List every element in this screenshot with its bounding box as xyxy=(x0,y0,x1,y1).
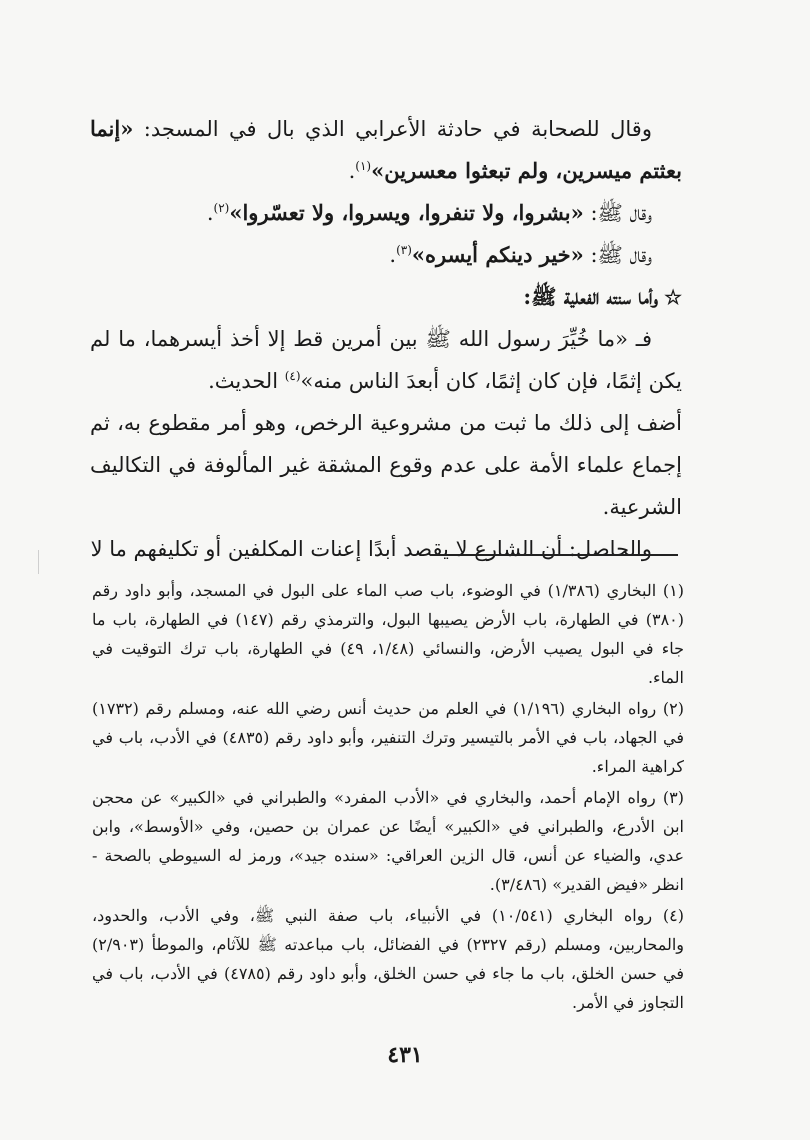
star-icon: ☆ xyxy=(664,285,682,309)
footnote-ref-2: (٢) xyxy=(213,201,230,215)
paragraph-hadith-4-end: الحديث. xyxy=(208,369,285,393)
footnote-2: (٢) رواه البخاري (١/١٩٦) في العلم من حديث أنس رضي الله عنه، ومسلم رقم (١٧٣٢) في الجهاد، باب في الأمر بالتيسير وترك التنفير، وأبو داود رقم (٤٨٣٥) في الأدب، باب في كراهية المراء. xyxy=(92,699,685,776)
footnotes xyxy=(92,576,684,1019)
footnote-separator xyxy=(430,554,678,556)
hadith-quote-2: «بشروا، ولا تنفروا، ويسروا، ولا تعسّروا» xyxy=(229,200,584,225)
period: . xyxy=(206,201,214,225)
footnote-ref-4: (٤) xyxy=(284,369,301,383)
paragraph-hadith-3-intro: وقال ﷺ: xyxy=(583,243,652,267)
paragraph-conclusion: والحاصل: أن الشارع لا يقصد أبدًا إعنات المكلفين أو تكليفهم ما لا xyxy=(90,537,652,561)
paragraph-hadith-3 xyxy=(90,234,682,276)
period: . xyxy=(389,243,397,267)
period: . xyxy=(348,159,356,183)
section-heading-text: وأما سنته الفعلية ﷺ: xyxy=(523,284,659,309)
footnote-4: (٤) رواه البخاري (١٠/٥٤١) في الأنبياء، باب صفة النبي ﷺ، وفي الأدب، والحدود، والمحاربين، ومسلم (رقم ٢٣٢٧) في الفضائل، باب مباعدته ﷺ للآثام، والموطأ (٢/٩٠٣) في حسن الخلق، باب ما جاء في حسن الخلق، وأبو داود رقم (٤٧٨٥) في الأدب، باب في التجاوز في الأمر. xyxy=(92,906,685,1012)
page-number: ٤٣١ xyxy=(387,1042,423,1068)
paragraph-hadith-1 xyxy=(90,108,682,192)
section-heading xyxy=(90,276,682,318)
paragraph-hadith-2-intro: وقال ﷺ: xyxy=(583,201,652,225)
hadith-quote-3: «خير دينكم أيسره» xyxy=(411,242,584,267)
paragraph-hadith-4 xyxy=(90,318,682,402)
hadith-quote-1: «إنما بعثتم ميسرين، ولم تبعثوا معسرين» xyxy=(90,116,682,183)
paragraph-hadith-1-intro: وقال للصحابة في حادثة الأعرابي الذي بال في المسجد: xyxy=(133,117,652,141)
main-text xyxy=(90,108,682,570)
paragraph-rukhas: أضف إلى ذلك ما ثبت من مشروعية الرخص، وهو أمر مقطوع به، ثم إجماع علماء الأمة على عدم وقوع المشقة غير المألوفة في التكاليف الشرعية. xyxy=(90,411,682,519)
footnote-1: (١) البخاري (١/٣٨٦) في الوضوء، باب صب الماء على البول في المسجد، وأبو داود رقم (٣٨٠) في الطهارة، باب الأرض يصيبها البول، والترمذي رقم (١٤٧) في الطهارة، باب ما جاء في البول يصيب الأرض، والنسائي (١/٤٨، ٤٩) في الطهارة، باب ترك التوقيت في الماء. xyxy=(92,581,685,687)
paragraph-hadith-2 xyxy=(90,192,682,234)
margin-mark xyxy=(38,550,39,574)
footnote-3: (٣) رواه الإمام أحمد، والبخاري في «الأدب المفرد» والطبراني في «الكبير» عن محجن ابن الأدرع، والطبراني في «الكبير» أيضًا عن عمران بن حصين، وفي «الأوسط»، وابن عدي، والضياء عن أنس، قال الزين العراقي: «سنده جيد»، ورمز له السيوطي بالصحة - انظر «فيض القدير» (٣/٤٨٦). xyxy=(92,788,684,894)
footnote-ref-3: (٣) xyxy=(396,243,412,257)
footnote-ref-1: (١) xyxy=(355,159,372,173)
hadith-quote-4: فـ «ما خُيِّرَ رسول الله ﷺ بين أمرين قط إلا أخذ أيسرهما، ما لم يكن إثمًا، فإن كان إثمًا، كان أبعدَ الناس منه» xyxy=(90,327,682,393)
